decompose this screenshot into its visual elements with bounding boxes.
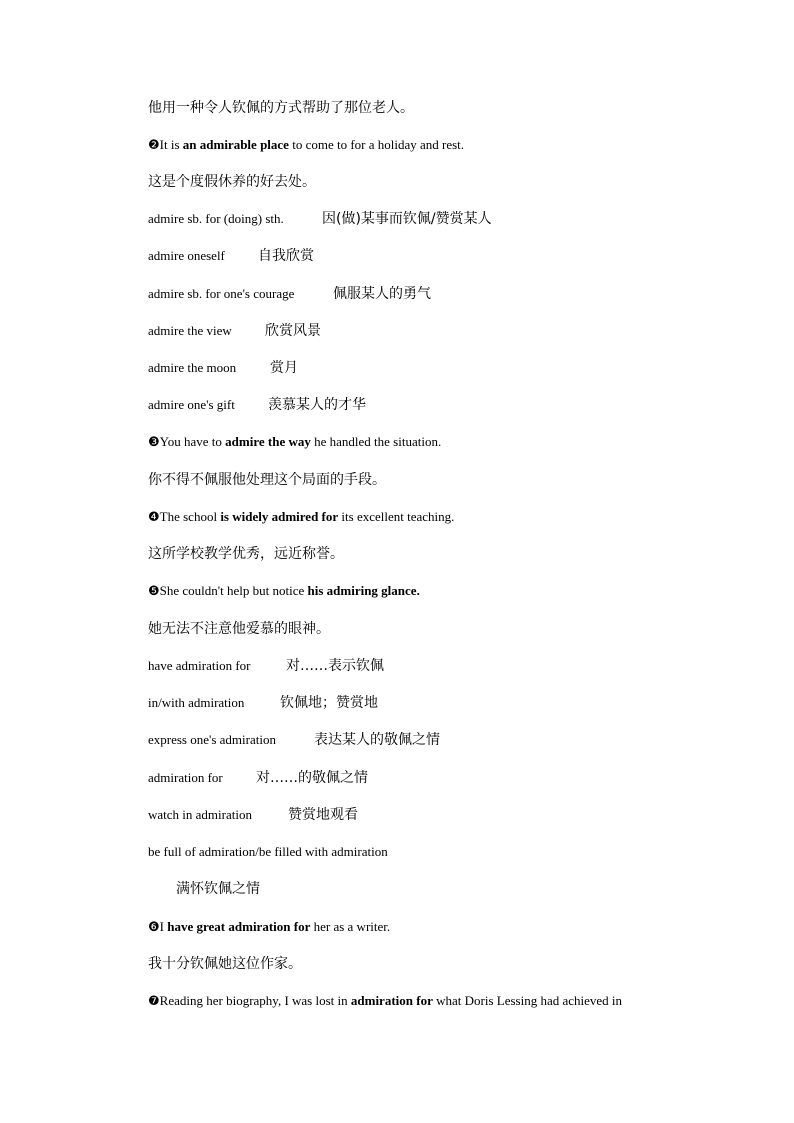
example-sentence-4: ❹The school is widely admired for its excellent teaching. [148,509,455,525]
key-phrase: have great admiration for [167,919,311,934]
key-phrase: admire the way [225,434,311,449]
phrase-zh: 欣赏风景 [265,323,321,339]
phrase-en: admire oneself [148,248,225,263]
phrase-entry [148,322,321,340]
phrase-zh: 赏月 [270,360,298,376]
phrase-entry [148,694,378,712]
translation-line: 你不得不佩服他处理这个局面的手段。 [148,472,386,488]
translation-line: 这是个度假休养的好去处。 [148,174,316,190]
phrase-en: admire sb. for (doing) sth. [148,211,284,226]
translation-line: 这所学校教学优秀，远近称誉。 [148,546,344,562]
phrase-en: admire the view [148,323,232,338]
translation-line: 满怀钦佩之情 [176,881,260,897]
key-phrase: his admiring glance. [307,583,420,598]
phrase-zh: 因(做)某事而钦佩/赞赏某人 [322,211,492,227]
phrase-entry [148,396,366,414]
phrase-entry [148,769,368,787]
example-sentence-6: ❻I have great admiration for her as a writer. [148,919,391,935]
translation-line: 她无法不注意他爱慕的眼神。 [148,621,330,637]
phrase-zh: 对……表示钦佩 [286,658,384,674]
phrase-entry [148,359,298,377]
phrase-zh: 赞赏地观看 [288,807,358,823]
phrase-zh: 羡慕某人的才华 [268,397,366,413]
phrase-en: in/with admiration [148,695,245,710]
translation-line: 他用一种令人钦佩的方式帮助了那位老人。 [148,100,414,116]
phrase-en: admire sb. for one's courage [148,286,295,301]
phrase-zh: 自我欣赏 [258,248,314,264]
phrase-en: admire the moon [148,360,237,375]
phrase-zh: 对……的敬佩之情 [256,770,368,786]
number-marker: ❸ [148,435,160,450]
phrase-entry [148,657,384,675]
phrase-entry [148,731,440,749]
example-sentence-2: ❷It is an admirable place to come to for a holiday and rest. [148,137,465,153]
example-sentence-5: ❺She couldn't help but notice his admiring glance. [148,583,420,599]
number-marker: ❼ [148,994,160,1009]
phrase-en: admiration for [148,770,223,785]
number-marker: ❹ [148,510,160,525]
phrase-entry [148,843,388,861]
translation-line: 我十分钦佩她这位作家。 [148,956,302,972]
phrase-en: be full of admiration/be filled with admiration [148,844,388,859]
phrase-entry [148,247,314,265]
example-sentence-7: ❼Reading her biography, I was lost in admiration for what Doris Lessing had achieved in [148,993,623,1009]
phrase-en: admire one's gift [148,397,235,412]
number-marker: ❷ [148,138,160,153]
number-marker: ❻ [148,920,160,935]
phrase-zh: 钦佩地；赞赏地 [280,695,378,711]
phrase-en: have admiration for [148,658,251,673]
phrase-entry [148,285,431,303]
phrase-en: watch in admiration [148,807,252,822]
phrase-zh: 表达某人的敬佩之情 [314,732,440,748]
key-phrase: is widely admired for [220,509,339,524]
phrase-entry [148,210,492,228]
phrase-en: express one's admiration [148,732,276,747]
key-phrase: an admirable place [182,137,289,152]
example-sentence-3: ❸You have to admire the way he handled the situation. [148,434,442,450]
key-phrase: admiration for [350,993,433,1008]
phrase-zh: 佩服某人的勇气 [333,286,431,302]
phrase-entry [148,806,358,824]
number-marker: ❺ [148,584,160,599]
